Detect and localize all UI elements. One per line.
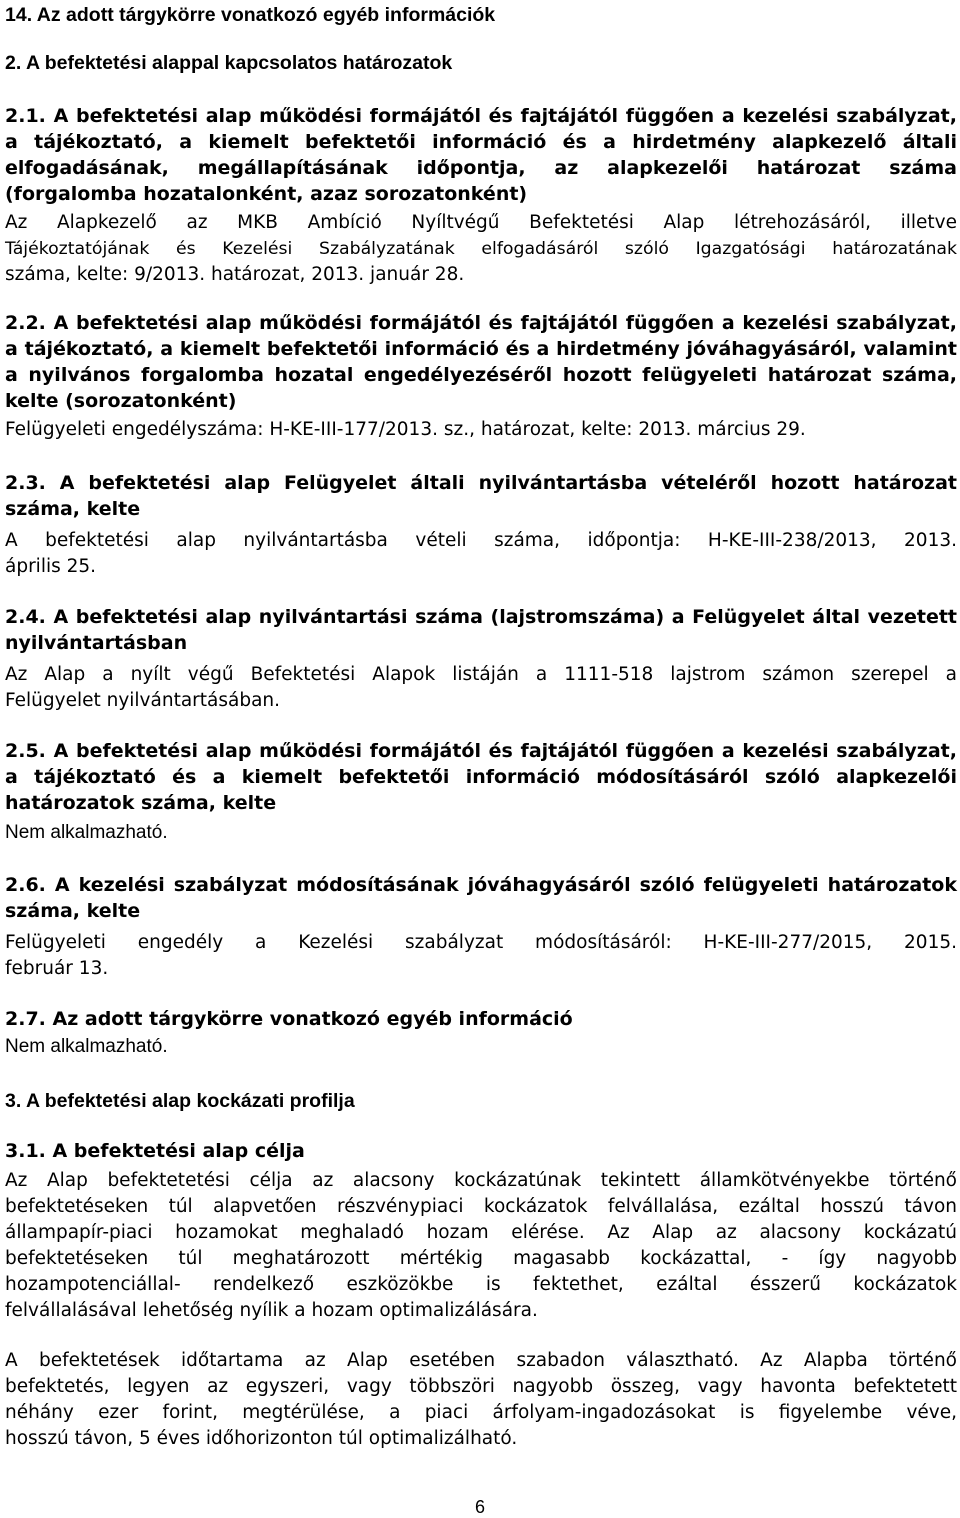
section-3-1 (5, 1138, 957, 1452)
section-14-title: 14. Az adott tárgykörre vonatkozó egyéb információk (5, 4, 496, 26)
section-2-7-heading: 2.7. Az adott tárgykörre vonatkozó egyéb információ (5, 1008, 573, 1030)
section-2-7 (5, 1006, 957, 1060)
section-2-4 (5, 604, 957, 714)
section-2-2-heading: 2.2. A befektetési alap működési formájától és fajtájától függően a kezelési szabályzat, a tájékoztató, a kiemelt befektetői információ és a hirdetmény jóváhagyásáról, valamint a nyilvános forgalomba hozatal engedélyezéséről hozott felügyeleti határozat száma, kelte (sorozatonként) (5, 312, 957, 412)
page-number: 6 (474, 1497, 485, 1517)
section-2-1-body: Az Alapkezelő az MKB Ambíció Nyíltvégű Befektetési Alap létrehozásáról, illetve Tájékoztatójának és Kezelési Szabályzatának elfogadásáról szóló Igazgatósági határozatának száma, kelte: 9/2013. határozat, 2013. január 28. (5, 212, 957, 285)
section-2-6-heading: 2.6. A kezelési szabályzat módosításának jóváhagyásáról szóló felügyeleti határozatok száma, kelte (5, 874, 957, 922)
section-3-title: 3. A befektetési alap kockázati profilja (5, 1090, 355, 1112)
section-2-3 (5, 470, 957, 580)
section-2-4-heading: 2.4. A befektetési alap nyilvántartási száma (lajstromszáma) a Felügyelet által vezetett nyilvántartásban (5, 606, 957, 654)
section-2-title: 2. A befektetési alappal kapcsolatos határozatok (5, 52, 453, 74)
section-3-1-heading: 3.1. A befektetési alap célja (5, 1140, 305, 1162)
section-2-3-heading: 2.3. A befektetési alap Felügyelet általi nyilvántartásba vételéről hozott határozat száma, kelte (5, 472, 957, 520)
section-2-5 (5, 738, 957, 846)
section-2-6-body: Felügyeleti engedély a Kezelési szabályzat módosításáról: H-KE-III-277/2015, 2015. február 13. (5, 932, 957, 979)
section-2-5-heading: 2.5. A befektetési alap működési formájától és fajtájától függően a kezelési szabályzat, a tájékoztató és a kiemelt befektetői információ módosításáról szóló alapkezelői határozatok száma, kelte (5, 740, 957, 814)
section-2-1 (5, 103, 957, 288)
section-2-2 (5, 310, 957, 443)
section-2-5-body: Nem alkalmazható. (5, 822, 168, 843)
section-2-3-body: A befektetési alap nyilvántartásba vételi száma, időpontja: H-KE-III-238/2013, 2013. április 25. (5, 530, 957, 577)
section-2-1-heading: 2.1. A befektetési alap működési formájától és fajtájától függően a kezelési szabályzat, a tájékoztató, a kiemelt befektetői információ és a hirdetmény alapkezelő általi elfogadásának, megállapításának időpontja, az alapkezelői határozat száma (forgalomba hozatalonként, azaz sorozatonként) (5, 105, 957, 205)
section-2-2-body: Felügyeleti engedélyszáma: H-KE-III-177/2013. sz., határozat, kelte: 2013. március 29. (5, 419, 806, 440)
section-2-6 (5, 872, 957, 982)
section-2-7-body: Nem alkalmazható. (5, 1036, 168, 1057)
section-3-1-paragraph-1: Az Alap befektetetési célja az alacsony kockázatúnak tekintett államkötvényekbe történő befektetéseken túl alapvetően részvénypiaci kockázatok felvállalása, ezáltal hosszú távon állampapír-piaci hozamokat meghaladó hozam elérése. Az Alap az alacsony kockázatú befektetéseken túl meghatározott mértékig magasabb kockázattal, - így nagyobb hozampotenciállal- rendelkező eszközökbe is fektethet, ezáltal ésszerű kockázatok felvállalásával lehetőség nyílik a hozam optimalizálására. (5, 1170, 957, 1321)
section-2-4-body: Az Alap a nyílt végű Befektetési Alapok listáján a 1111-518 lajstrom számon szerepel a Felügyelet nyilvántartásában. (5, 664, 957, 711)
section-3-1-paragraph-2: A befektetések időtartama az Alap esetében szabadon választható. Az Alapba történő befektetés, legyen az egyszeri, vagy többszöri nagyobb összeg, vagy havonta befektetett néhány ezer forint, megtérülése, a piaci árfolyam-ingadozásokat is figyelembe véve, hosszú távon, 5 éves időhorizonton túl optimalizálható. (5, 1350, 957, 1449)
